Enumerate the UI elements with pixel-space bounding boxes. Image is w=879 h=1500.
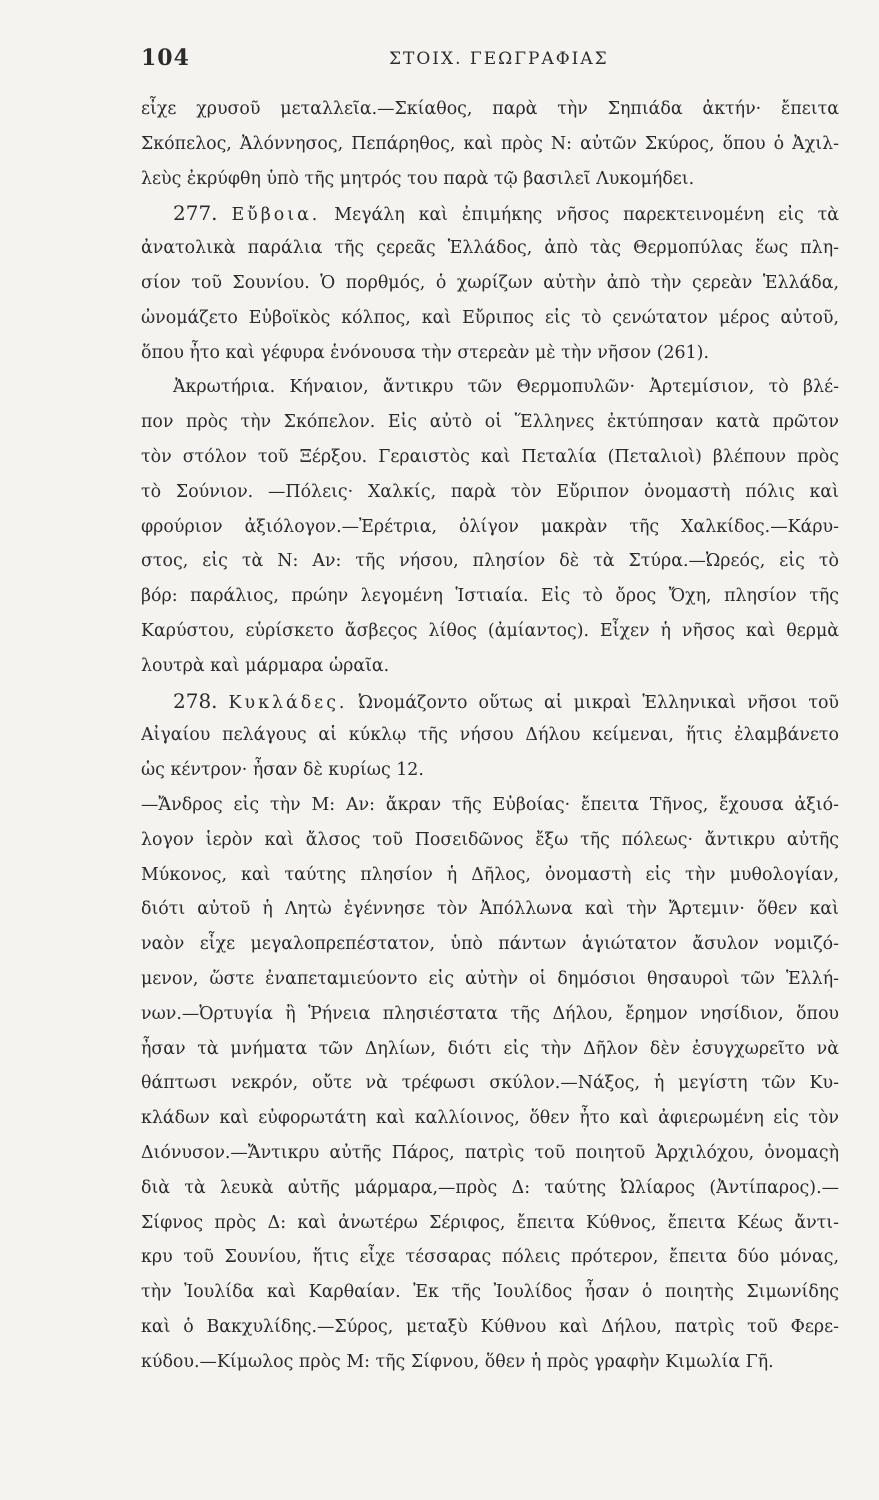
text-line [141,927,839,962]
line-text: Ὠνομάζοντο οὕτως αἱ μικραὶ Ἑλληνικαὶ νῆσοι τοῦ [347,692,839,713]
text-line [141,405,839,440]
text-line [141,1240,839,1275]
line-text: νων.—Ὀρτυγία ἢ Ῥήνεια πλησιέστατα τῆς Δήλου, ἔρημον νησίδιον, ὅπου [141,1003,839,1024]
text-line [141,162,839,197]
text-line [141,753,839,788]
line-text: μενον, ὥστε ἐναπεταμιεύοντο εἰς αὐτὴν οἱ δημόσιοι θησαυροὶ τῶν Ἑλλή- [141,968,839,989]
line-text: πον πρὸς τὴν Σκόπελον. Εἰς αὐτὸ οἱ Ἕλληνες ἐκτύπησαν κατὰ πρῶτον [141,412,839,433]
line-text: ἀνατολικὰ παράλια τῆς ςερεᾶς Ἑλλάδος, ἀπὸ τὰς Θερμοπύλας ἕως πλη- [141,238,839,259]
line-text: Καρύστου, εὑρίσκετο ἄσβεςος λίθος (ἀμίαντος). Εἶχεν ἡ νῆσος καὶ θερμὰ [141,620,839,641]
text-line [141,718,839,753]
line-text: ὠνομάζετο Εὐβοϊκὸς κόλπος, καὶ Εὔριπος εἰς τὸ ςενώτατον μέρος αὐτοῦ, [141,307,839,328]
line-text: —Ἄνδρος εἰς τὴν Μ: Αν: ἄκραν τῆς Εὐβοίας· ἔπειτα Τῆνος, ἔχουσα ἀξιό- [141,794,839,815]
text-line [141,1275,839,1310]
line-text: Μεγάλη καὶ ἐπιμήκης νῆσος παρεκτεινομένη εἰς τὰ [320,205,839,226]
line-text: λογον ἱερὸν καὶ ἄλσος τοῦ Ποσειδῶνος ἔξω τῆς πόλεως· ἄντικρυ αὐτῆς [141,829,839,850]
text-line [141,196,839,231]
text-line [141,997,839,1032]
text-line [141,127,839,162]
page-header [141,45,839,79]
line-text: σίον τοῦ Σουνίου. Ὁ πορθμός, ὁ χωρίζων αὐτὴν ἀπὸ τὴν ςερεὰν Ἑλλάδα, [141,272,839,293]
line-text: Αἰγαίου πελάγους αἱ κύκλῳ τῆς νήσου Δήλου κείμεναι, ἥτις ἐλαμβάνετο [141,725,839,746]
text-line [141,684,839,719]
text-line [141,962,839,997]
line-text: ἦσαν τὰ μνήματα τῶν Δηλίων, διότι εἰς τὴν Δῆλον δὲν ἐσυγχωρεῖτο νὰ [141,1038,839,1059]
line-text: Σίφνος πρὸς Δ: καὶ ἀνωτέρω Σέριφος, ἔπειτα Κύθνος, ἔπειτα Κέως ἄντι- [141,1212,839,1233]
line-text: βόρ: παράλιος, πρώην λεγομένη Ἱστιαία. Εἰς τὸ ὄρος Ὄχη, πλησίον τῆς [141,586,839,607]
line-text: Ἀκρωτήρια. Κήναιον, ἄντικρυ τῶν Θερμοπυλῶν· Ἀρτεμίσιον, τὸ βλέ- [173,377,839,398]
text-line [141,579,839,614]
line-text: διὰ τὰ λευκὰ αὐτῆς μάρμαρα,—πρὸς Δ: ταύτης Ὠλίαρος (Ἀντίπαρος).— [141,1177,839,1198]
text-line [141,475,839,510]
text-line [141,440,839,475]
section-heading: Κυκλάδες. [228,692,348,713]
line-text: Σκόπελος, Ἀλόννησος, Πεπάρηθος, καὶ πρὸς Ν: αὐτῶν Σκύρος, ὅπου ὁ Ἀχιλ- [141,133,839,154]
line-text: καὶ ὁ Βακχυλίδης.—Σύρος, μεταξὺ Κύθνου καὶ Δήλου, πατρὶς τοῦ Φερε- [141,1316,839,1337]
line-text: Διόνυσον.—Ἄντικρυ αὐτῆς Πάρος, πατρὶς τοῦ ποιητοῦ Ἀρχιλόχου, ὀνομαςὴ [141,1142,839,1163]
text-line [141,1171,839,1206]
text-line [141,1066,839,1101]
section-number: 277. [173,201,218,226]
section-heading: Εὔβοια. [231,205,321,226]
page-number: 104 [141,45,190,71]
line-text: φρούριον ἀξιόλογον.—Ἐρέτρια, ὀλίγον μακρὰν τῆς Χαλκίδος.—Κάρυ- [141,516,839,537]
line-text: διότι αὐτοῦ ἡ Λητὼ ἐγέννησε τὸν Ἀπόλλωνα καὶ τὴν Ἄρτεμιν· ὅθεν καὶ [141,899,839,920]
text-line [141,544,839,579]
line-text: κύδου.—Κίμωλος πρὸς Μ: τῆς Σίφνου, ὅθεν ἡ πρὸς γραφὴν Κιμωλία Γῆ. [141,1351,774,1372]
text-line [141,1345,839,1380]
text-line [141,266,839,301]
text-line [141,231,839,266]
text-line [141,1310,839,1345]
line-text: ὅπου ἦτο καὶ γέφυρα ἑνόνουσα τὴν στερεὰν μὲ τὴν νῆσον (261). [141,342,709,363]
text-line [141,614,839,649]
line-text: θάπτωσι νεκρόν, οὔτε νὰ τρέφωσι σκύλον.—Νάξος, ἡ μεγίστη τῶν Κυ- [141,1073,839,1094]
text-line [141,649,839,684]
text-line [141,858,839,893]
line-text: λουτρὰ καὶ μάρμαρα ὡραῖα. [141,655,390,676]
line-text: εἶχε χρυσοῦ μεταλλεῖα.—Σκίαθος, παρὰ τὴν Σηπιάδα ἀκτήν· ἔπειτα [141,99,839,119]
line-text: τὴν Ἰουλίδα καὶ Καρθαίαν. Ἐκ τῆς Ἰουλίδος ἦσαν ὁ ποιητὴς Σιμωνίδης [141,1282,839,1303]
body-text [141,92,839,1379]
running-title: ΣΤΟΙΧ. ΓΕΩΓΡΑΦΙΑΣ [389,49,609,69]
text-line [141,92,839,127]
line-text: τὸν στόλον τοῦ Ξέρξου. Γεραιστὸς καὶ Πεταλία (Πεταλιοὶ) βλέπουν πρὸς [141,446,839,467]
line-text: κρυ τοῦ Σουνίου, ἥτις εἶχε τέσσαρας πόλεις πρότερον, ἔπειτα δύο μόνας, [141,1247,839,1268]
line-text: Μύκονος, καὶ ταύτης πλησίον ἡ Δῆλος, ὀνομαστὴ εἰς τὴν μυθολογίαν, [141,864,839,885]
line-text: κλάδων καὶ εὐφορωτάτη καὶ καλλίοινος, ὅθεν ἦτο καὶ ἀφιερωμένη εἰς τὸν [141,1108,839,1129]
line-text: στος, εἰς τὰ Ν: Αν: τῆς νήσου, πλησίον δὲ τὰ Στύρα.—Ὠρεός, εἰς τὸ [141,551,839,572]
line-text: λεὺς ἐκρύφθη ὑπὸ τῆς μητρός του παρὰ τῷ βασιλεῖ Λυκομήδει. [141,168,695,189]
line-text: τὸ Σούνιον. —Πόλεις· Χαλκίς, παρὰ τὸν Εὔριπον ὀνομαστὴ πόλις καὶ [141,481,839,502]
text-line [141,823,839,858]
section-number: 278. [173,688,218,713]
text-line [141,788,839,823]
text-line [141,1101,839,1136]
text-line [141,1032,839,1067]
line-text: ναὸν εἶχε μεγαλοπρεπέστατον, ὑπὸ πάντων ἁγιώτατον ἄσυλον νομιζό- [141,934,839,955]
text-line [141,1206,839,1241]
text-line [141,301,839,336]
line-text: ὡς κέντρον· ἦσαν δὲ κυρίως 12. [141,760,424,781]
text-line [141,892,839,927]
text-line [141,370,839,405]
text-line [141,510,839,545]
text-line [141,336,839,371]
text-line [141,1136,839,1171]
